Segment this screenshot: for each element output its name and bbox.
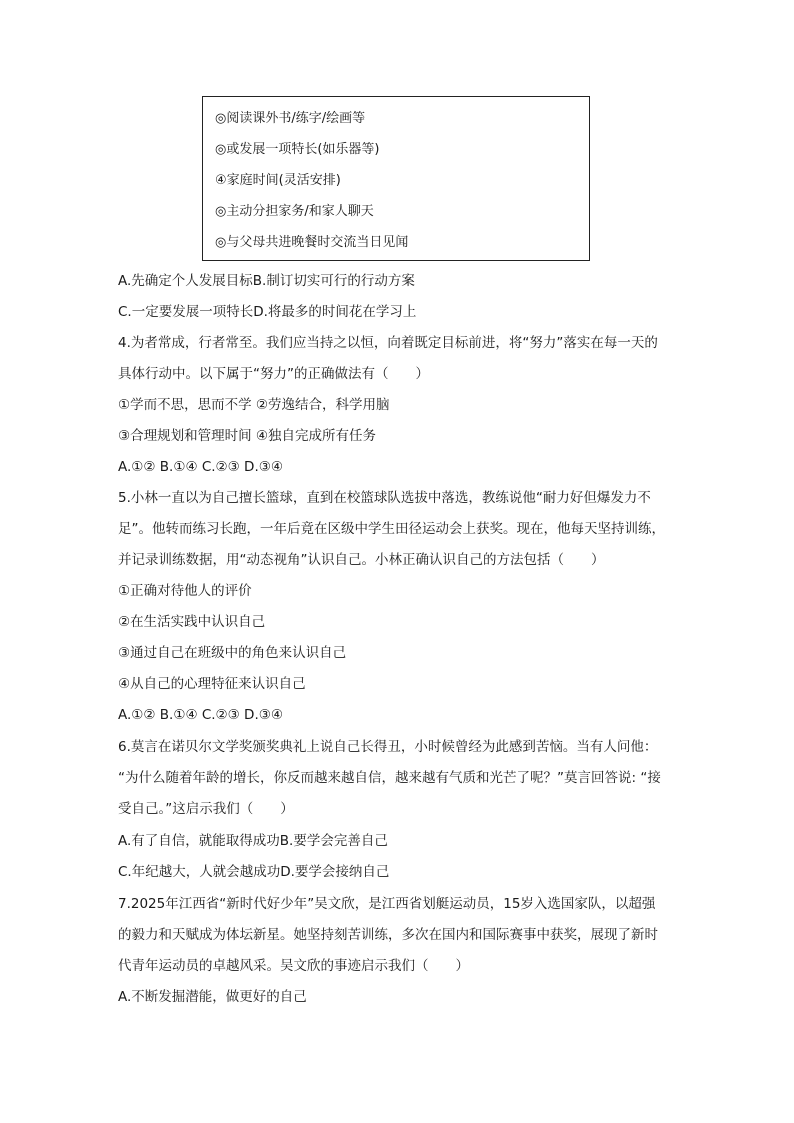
q6-stem: “为什么随着年龄的增长，你反而越来越自信，越来越有气质和光芒了呢？”莫言回答说: “接 [118,770,661,786]
q5-stem: 足”。他转而练习长跑，一年后竟在区级中学生田径运动会上获奖。现在，他每天坚持训练， [118,521,665,537]
q5-item: ④从自己的心理特征来认识自己 [118,676,306,692]
q5-item: ③通过自己在班级中的角色来认识自己 [118,645,347,661]
schedule-table-box [202,96,590,261]
q3-options-line: C.一定要发展一项特长D.将最多的时间花在学习上 [118,304,417,320]
q7-stem: 的毅力和天赋成为体坛新星。她坚持刻苦训练，多次在国内和国际赛事中获奖，展现了新时 [118,927,658,943]
table-row: ◎主动分担家务/和家人聊天 [215,204,374,219]
q6-stem: 受自己。”这启示我们（ ） [118,801,294,817]
q5-stem: 并记录训练数据，用“动态视角”认识自己。小林正确认识自己的方法包括（ ） [118,552,605,568]
q6-options-line: C.年纪越大，人就会越成功D.要学会接纳自己 [118,864,390,880]
q5-options: A.①② B.①④ C.②③ D.③④ [118,707,283,723]
q5-item: ①正确对待他人的评价 [118,583,252,599]
q4-stem: 4.为者常成，行者常至。我们应当持之以恒，向着既定目标前进，将“努力”落实在每一天的 [118,335,658,351]
table-row: ◎或发展一项特长(如乐器等) [215,142,380,157]
q4-item: ①学而不思，思而不学 ②劳逸结合，科学用脑 [118,397,390,413]
q3-options-line: A.先确定个人发展目标B.制订切实可行的行动方案 [118,273,415,289]
table-row: ◎阅读课外书/练字/绘画等 [215,111,366,126]
table-row: ④家庭时间(灵活安排) [215,173,341,188]
q4-stem: 具体行动中。以下属于“努力”的正确做法有（ ） [118,366,429,382]
q4-options: A.①② B.①④ C.②③ D.③④ [118,459,283,475]
q6-stem: 6.莫言在诺贝尔文学奖颁奖典礼上说自己长得丑，小时候曾经为此感到苦恼。当有人问他： [118,739,658,755]
q5-item: ②在生活实践中认识自己 [118,614,266,630]
q5-stem: 5.小林一直以为自己擅长篮球，直到在校篮球队选拔中落选，教练说他“耐力好但爆发力不 [118,490,651,506]
table-row: ◎与父母共进晚餐时交流当日见闻 [215,235,409,250]
q7-option-a: A.不断发掘潜能，做更好的自己 [118,989,307,1005]
q4-item: ③合理规划和管理时间 ④独自完成所有任务 [118,428,376,444]
q7-stem: 代青年运动员的卓越风采。吴文欣的事迹启示我们（ ） [118,958,469,974]
q7-stem: 7.2025年江西省“新时代好少年”吴文欣，是江西省划艇运动员，15岁入选国家队，以超强 [118,896,656,912]
q6-options-line: A.有了自信，就能取得成功B.要学会完善自己 [118,833,388,849]
